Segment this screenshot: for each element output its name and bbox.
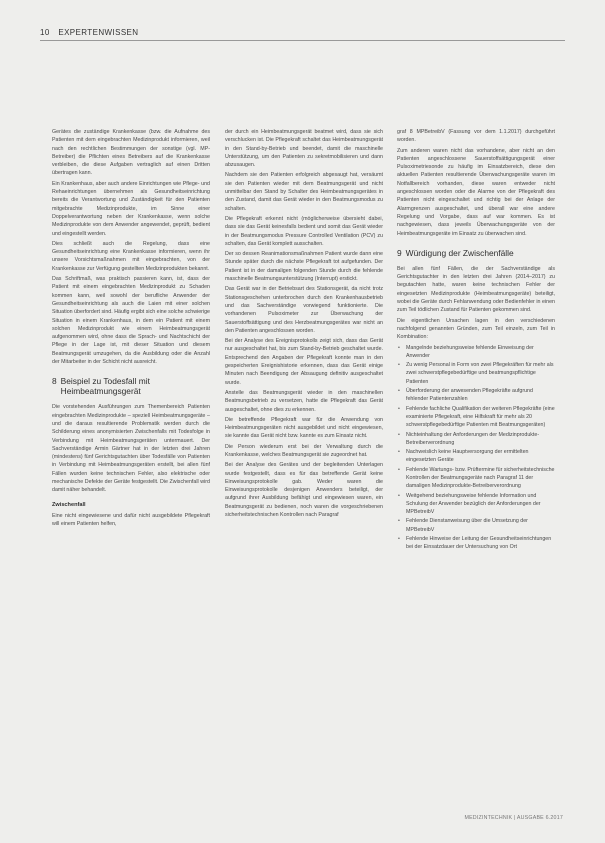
list-item: • Zu wenig Personal in Form von zwei Pflegekräften für mehr als zwei schwerstpflegebedürftige und beatmungspflichtige Patienten: [397, 361, 555, 386]
paragraph: Die betreffende Pflegekraft war für die Anwendung von Heimbeatmungsgeräten nicht ausgebildet und nicht eingewiesen, sie kannte das Gerät nicht bzw. kannte es zum Einsatz nicht.: [225, 416, 383, 440]
paragraph: Nachdem sie den Patienten erfolgreich abgesaugt hat, versäumt sie den Patienten wieder mit dem Beatmungsgerät und nicht unmittelbar den Stand by Schalter des Heimbeatmungsgerätes in den Zustand, damit das Gerät wieder in den Beatmungsmodus zu schalten.: [225, 172, 383, 212]
page-number: 10: [40, 28, 50, 37]
paragraph: Ein Krankenhaus, aber auch andere Einrichtungen wie Pflege- und Rehaeinrichtungen übernehmen als Gesundheitseinrichtung bereits die Verantwortung und Zuständigkeit für den Patienten mitgebrachte Medizinprodukte, im Sinne einer Doppelverantwortung neben der Krankenkasse, wenn solche Medizinprodukte von dem Anwender angewendet, geprüft, bedient und eingestellt werden.: [52, 180, 210, 237]
paragraph: Die Pflegekraft erkennt nicht (möglicherweise übersieht dabei, dass sie das Gerät keinesfalls bedient und somit das Gerät wieder in der Beatmungsmodus Pressure Controlled Ventilation (PCV) zu schalten, das Gerät komplett ausschalten.: [225, 215, 383, 247]
heading-title: Würdigung der Zwischenfälle: [405, 247, 514, 258]
list-item: • Weitgehend beziehungsweise fehlende Information und Schulung der Anwender bezüglich der Anforderungen der MPBetreibV: [397, 492, 555, 517]
subheading-zwischenfall: Zwischenfall: [52, 501, 86, 508]
paragraph: graf 8 MPBetreibV (Fassung vor dem 1.1.2017) durchgeführt worden.: [397, 129, 555, 144]
section-heading-8: [52, 376, 210, 396]
paragraph: Das Schriftmaß, was praktisch passieren kann, ist, dass der Patient mit einem eingebrachten Medizinprodukt zu Schaden kommen kann, weil sowohl der berufliche Anwender der Gesundheitseinrichtung als auch die Laien mit einer solchen Situation überfordert sind. Häufig ergibt sich eine solche schwierige Situation in einem Krankenhaus, in dem ein Patient mit einem solchen Medizinprodukt wie einem Heimbeatmungsgerät aufgenommen wird, ohne dass die Sprach- und Nachtschicht der Pflege in der Lage ist, mit dieser Situation und diesem Beatmungsgerät umzugehen, da die Ausbildung oder die Anzahl der Mitarbeiter in der Schicht nicht ausreicht.: [52, 276, 210, 366]
paragraph: Anstelle das Beatmungsgerät wieder in den maschinellen Beatmungsbetrieb zu versetzen, hatte die Pflegekraft das Gerät ausgeschaltet, ohne dies zu erkennen.: [225, 389, 383, 413]
paragraph: Bei der Analyse des Gerätes und der begleitenden Unterlagen wurde festgestellt, dass es für das betreffende Gerät keine Einweisungsprotokolle gab. Weder waren die Einweisungsprotokolle desjenigen Anwenders beteiligt, der aufgrund ihrer Ausbildung befähigt und eingewiesen waren, ein Beatmungsgerät zu bedienen, noch waren die vorgeschriebenen sicherheitstechnischen Kontrollen nach Paragraf: [225, 462, 383, 519]
paragraph: Dies schließt auch die Regelung, dass eine Gesundheitseinrichtung eine Krankenkasse informieren, wenn ihr unsere Vorsichtsmaßnahmen mit eingebrachten, von der Krankenkasse zur Verfügung gestellten Medizinprodukten bekannt.: [52, 240, 210, 272]
paragraph: Zum anderen waren nicht das vorhandene, aber nicht an den Patienten angeschlossene Sauerstoffsättigungsgerät einer Pulsoximetriesonde zu häufig im Einsatzbereich, diese den aktuellen Patienten resultierende Überwachungsgeräte waren im Notfallbereich vorhanden, diese waren entweder nicht angeschlossen worden oder die Alarme von der Pflegekraft des Patienten nicht eingeschaltet und richtig bei der Anlage der Alarmgrenzen ausgeschaltet, und überall war eine andere Regelung und Vorgabe, dass auf war kommen. Es ist nachgewiesen, dass jeweils Überwachungsgeräte von der Heimbeatmungsgeräte im Einsatz zu überwachen sind.: [397, 147, 555, 237]
list-item: • Überforderung der anwesenden Pflegekräfte aufgrund fehlender Patientenzahlen: [397, 387, 555, 404]
column-2: [225, 128, 383, 521]
list-item: • Nichteinhaltung der Anforderungen der Medizinprodukte-Betreiberverordnung: [397, 431, 555, 448]
bullet-list: [397, 344, 555, 552]
list-item: • Fehlende fachliche Qualifikation der weiteren Pflegekräfte (eine examinierte Pflegekraft, eine Hilfskraft für mehr als 20 schwerstpflegebedürftige Patienten mit Beatmungsgeräten): [397, 405, 555, 430]
heading-title: Beispiel zu Todesfall mit Heimbeatmungsgerät: [60, 376, 150, 397]
paragraph: Das Gerät war in der Betriebsart des Stationsgerät, da nicht trotz Stationsgeschehen unterbrochen durch den Krankenhausbetrieb und das Sachverständige vorwiegend funktionierte. Die vorhandenen Pulsoximeter zur Überwachung der Sauerstoffsättigung und des Herzbeatmungsgerätes war nicht an den Patienten angeschlossen worden.: [225, 286, 383, 334]
paragraph: Die vorstehenden Ausführungen zum Themenbereich Patienten eingebrachten Medizinprodukte – speziell Heimbeatmungsgeräte – und die daraus resultierende Problematik werden durch die Schilderung eines anonymisierten Zwischenfalls mit Todesfolge in Verbindung mit Heimbeatmungsgeräten untermauert. Der Sachverständige Armin Gärtner hat in der letzten drei Jahren (mindestens) fünf Gerichtsgutachten über Todesfälle von Patienten in Verbindung mit Heimbeatmungsgeräten erstellt, bei allen fünf Fällen wurden keine technischen Fehler, also elektrische oder mechanische Defekte der Geräte festgestellt. Die Zwischenfall wird damit näher behandelt.: [52, 404, 210, 494]
section-title: EXPERTENWISSEN: [58, 28, 139, 37]
heading-number: 8: [52, 376, 57, 387]
paragraph: Bei der Analyse des Ereignisprotokolls zeigt sich, dass das Gerät nur ausgeschaltet hat, bis zum Stand-by-Betrieb geschaltet wurde. Entsprechend den Angaben der Pflegekraft konnte man in den gespeicherten Ereignishistorie erkennen, dass das Gerät einige Minuten nach Beendigung der Absaugung definitiv ausgeschaltet wurde.: [225, 338, 383, 386]
section-heading-9: [397, 248, 555, 258]
column-3: [397, 128, 555, 553]
list-item: • Fehlende Wartungs- bzw. Prüftermine für sicherheitstechnische Kontrollen der Beatmungsgeräte nach Paragraf 11 der damaligen Medizinprodukte-Betreiberverordnung: [397, 466, 555, 491]
column-1: [52, 128, 210, 530]
list-item: • Nachweislich keine Hauptversorgung der ermittelten eingesetzten Geräte: [397, 448, 555, 465]
paragraph: Der so dessen Reanimationsmaßnahmen Patient wurde dann eine Stunde später durch die nächste Pflegekraft tot aufgefunden. Der Patient ist in der damaligen folgenden Stunde durch die fehlende maschinelle Beatmungsunterstützung (Interrupt) erstickt.: [225, 251, 383, 283]
list-item: • Mangelnde beziehungsweise fehlende Einweisung der Anwender: [397, 344, 555, 361]
header-divider: [40, 40, 565, 41]
list-item: • Fehlende Hinweise der Leitung der Gesundheitseinrichtungen bei der Einsatzdauer der Untersuchung von Ort: [397, 535, 555, 552]
paragraph: der durch ein Heimbeatmungsgerät beatmet wird, dass sie sich verschlucken ist. Die Pflegekraft schaltet das Heimbeatmungsgerät in den Stand-by-Betrieb und beendet, damit die maschinelle Unterstützung, um den Patienten zu sekretmobilisieren und dann abzusaugen.: [225, 129, 383, 169]
paragraph: Die Person wiederum erst bei der Verwaltung durch die Krankenkasse, welches Beatmungsgerät sie zugeordnet hat.: [225, 443, 383, 458]
heading-number: 9: [397, 247, 402, 258]
paragraph: Bei allen fünf Fällen, die der Sachverständige als Gerichtsgutachter in den letzten drei Jahren (2014–2017) zu begutachten hatte, waren keine technischen Fehler der eingesetzten Medizinprodukte (Heimbeatmungsgeräte) beteiligt, wobei die Geräte durch Fehlanwendung oder Bedienfehler in einen zum Teil tödlichen Zustand für Patienten gekommen sind.: [397, 265, 555, 314]
page-header: [40, 28, 138, 37]
paragraph: Eine nicht eingewiesene und dafür nicht ausgebildete Pflegekraft will einem Patienten helfen,: [52, 512, 210, 528]
paragraph: Gerätes die zuständige Krankenkasse (bzw. die Aufnahme des Patienten mit dem eingebrachten Medizinprodukt informieren, weil nach den rechtlichen Bestimmungen der sonstige (vgl. MP-Betreiber) die Pflichten eines Betreibers auf die Krankenkasse verbleiben, die diese Aufgaben vertraglich auf einen Dritten übertragen kann.: [52, 129, 210, 177]
paragraph: Die eigentlichen Ursachen lagen in den verschiedenen nachfolgend genannten Gründen, zum Teil einzeln, zum Teil in Kombination:: [397, 317, 555, 341]
page-footer: MEDIZINTECHNIK | AUSGABE 6.2017: [464, 815, 563, 821]
list-item: • Fehlende Dienstanweisung über die Umsetzung der MPBetreibV: [397, 517, 555, 534]
